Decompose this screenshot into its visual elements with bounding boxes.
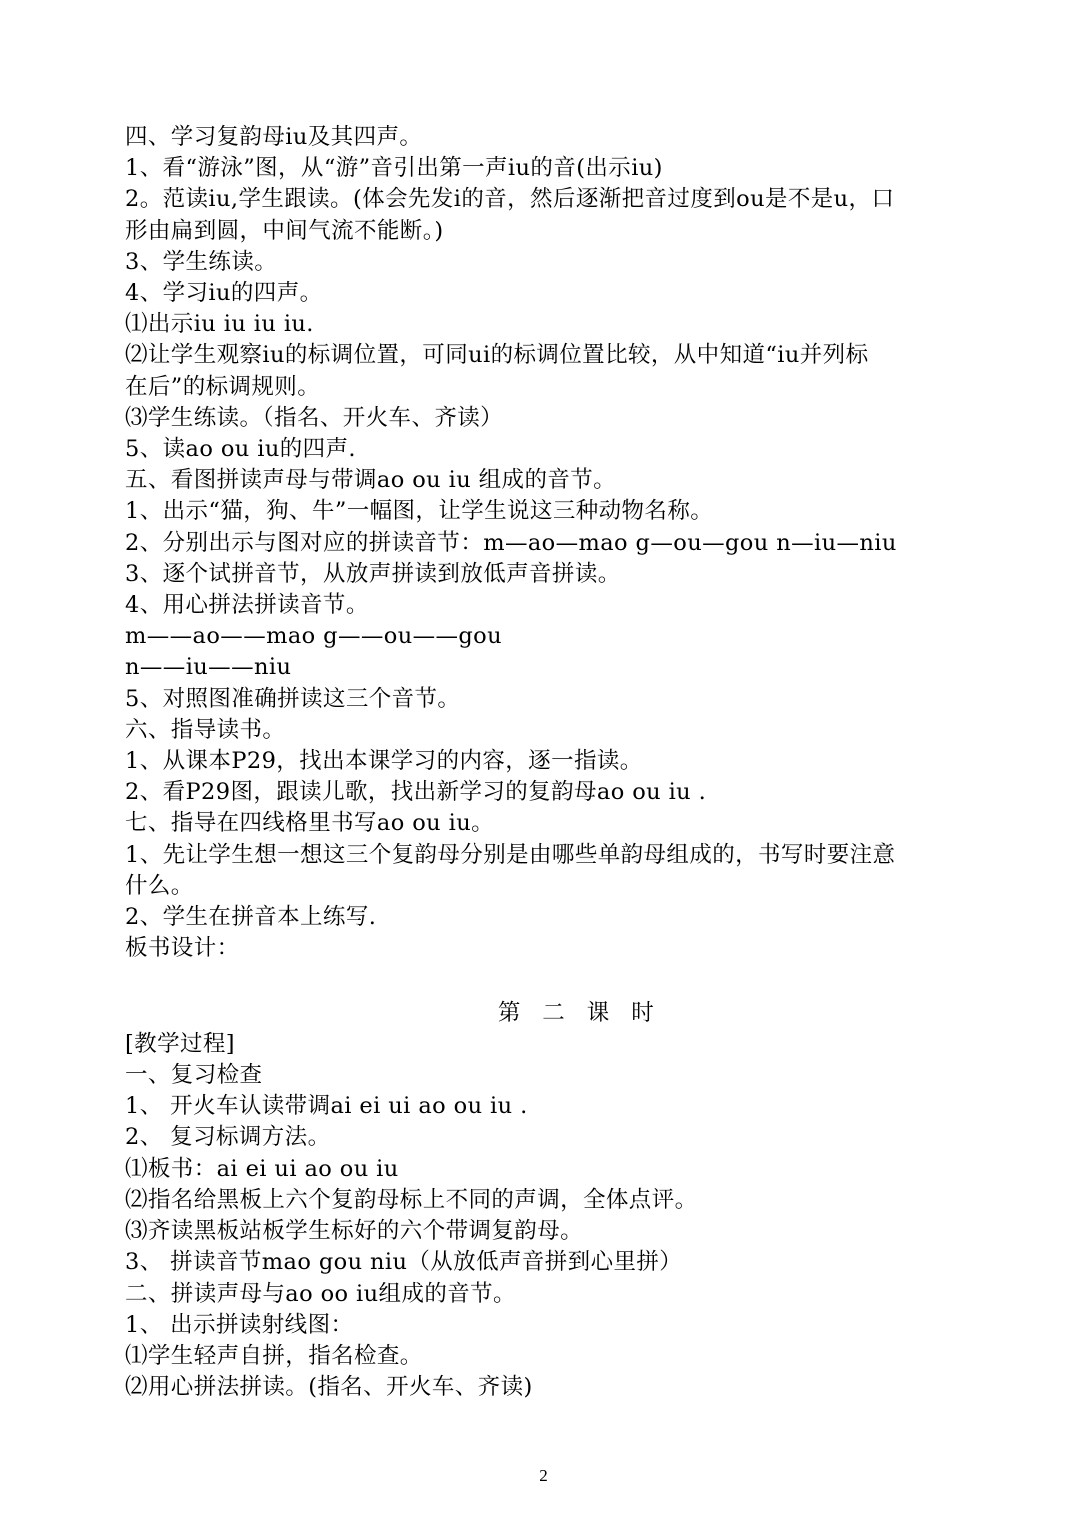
section-one	[125, 122, 967, 964]
text-line: 4、学习iu的四声。	[125, 280, 323, 307]
section-two	[125, 1029, 967, 1403]
text-line: 2、 复习标调方法。	[125, 1124, 331, 1151]
text-line: 板书设计：	[125, 935, 240, 962]
text-line: ⑵指名给黑板上六个复韵母标上不同的声调，全体点评。	[125, 1186, 698, 1213]
text-line: 2。范读iu,学生跟读。(体会先发i的音，然后逐渐把音过度到ou是不是u，口	[125, 186, 895, 213]
text-line: 1、看“游泳”图，从“游”音引出第一声iu的音(出示iu)	[125, 155, 663, 182]
text-line: 六、指导读书。	[125, 716, 286, 743]
text-line: 五、看图拼读声母与带调ao ou iu 组成的音节。	[125, 467, 617, 494]
text-line: ⑴板书：ai ei ui ao ou iu	[125, 1155, 399, 1182]
text-line: 2、学生在拼音本上练写.	[125, 904, 377, 931]
text-line: n——iu——niu	[125, 654, 292, 681]
text-line: 形由扁到圆，中间气流不能断。)	[125, 217, 444, 244]
text-line: 3、 拼读音节mao gou niu（从放低声音拼到心里拼）	[125, 1249, 683, 1276]
text-line: 1、 开火车认读带调ai ei ui ao ou iu .	[125, 1093, 528, 1120]
text-line: 1、从课本P29，找出本课学习的内容，逐一指读。	[125, 748, 643, 775]
text-line: 七、指导在四线格里书写ao ou iu。	[125, 810, 494, 837]
text-line: ⑶齐读黑板站板学生标好的六个带调复韵母。	[125, 1218, 584, 1245]
text-line: 3、学生练读。	[125, 248, 278, 275]
text-line: 1、出示“猫，狗、牛”一幅图，让学生说这三种动物名称。	[125, 498, 714, 525]
text-line: 3、逐个试拼音节，从放声拼读到放低声音拼读。	[125, 560, 621, 587]
text-line: 1、 出示拼读射线图：	[125, 1311, 354, 1338]
text-line: 2、分别出示与图对应的拼读音节：m—ao—mao g—ou—gou n—iu—niu	[125, 529, 897, 556]
document-body	[125, 122, 967, 1403]
blank-line	[125, 964, 967, 995]
text-line: m——ao——mao g——ou——gou	[125, 623, 503, 650]
text-line: 什么。	[125, 872, 194, 899]
text-line: 1、先让学生想一想这三个复韵母分别是由哪些单韵母组成的，书写时要注意	[125, 841, 896, 868]
text-line: 5、读ao ou iu的四声.	[125, 436, 356, 463]
text-line: [教学过程]	[125, 1030, 235, 1057]
text-line: ⑵让学生观察iu的标调位置，可同ui的标调位置比较，从中知道“iu并列标	[125, 342, 869, 369]
text-line: ⑴学生轻声自拼，指名检查。	[125, 1342, 423, 1369]
text-line: 四、学习复韵母iu及其四声。	[125, 124, 423, 150]
text-line: ⑴出示iu iu iu iu.	[125, 311, 314, 338]
text-line: ⑶学生练读。（指名、开火车、齐读）	[125, 404, 504, 431]
text-line: 4、用心拼法拼读音节。	[125, 592, 369, 619]
text-line: 5、对照图准确拼读这三个音节。	[125, 685, 461, 712]
text-line: ⑵用心拼法拼读。(指名、开火车、齐读)	[125, 1374, 533, 1401]
section-title: 第 二 课 时	[497, 999, 655, 1026]
page-number: 2	[539, 1466, 548, 1485]
text-line: 在后”的标调规则。	[125, 373, 321, 400]
text-line: 二、拼读声母与ao oo iu组成的音节。	[125, 1280, 516, 1307]
text-line: 一、复习检查	[125, 1062, 263, 1089]
text-line: 2、看P29图，跟读儿歌，找出新学习的复韵母ao ou iu .	[125, 779, 707, 806]
